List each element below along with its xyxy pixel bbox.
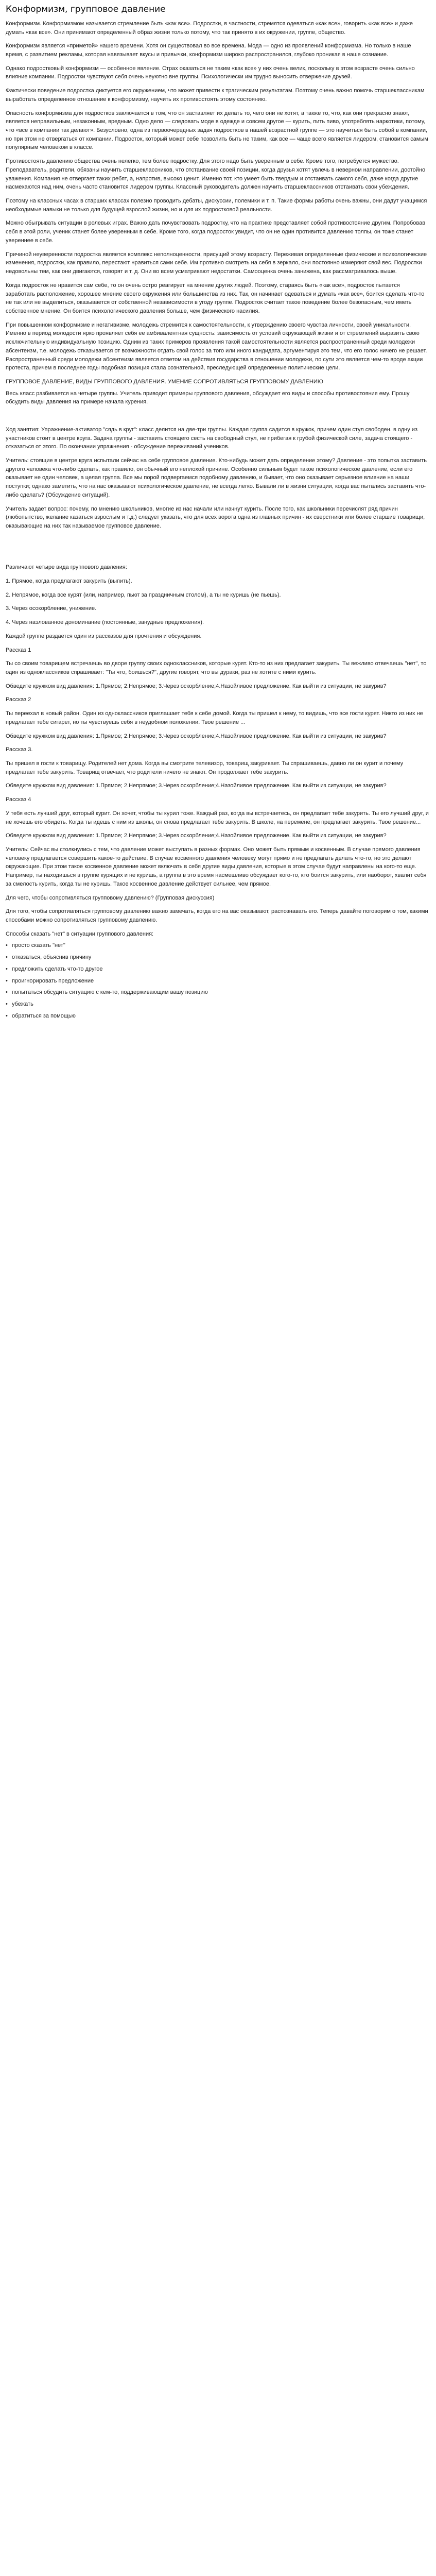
list-item: • убежать: [6, 1000, 430, 1009]
paragraph: Обведите кружком вид давления: 1.Прямое; 2.Непрямое; 3.Через оскорбление;4.Назойливое предложение. Как выйти из ситуации, не закурив?: [6, 833, 387, 839]
list-item: • просто сказать "нет": [6, 941, 430, 950]
paragraph: Ход занятия: Упражнение-активатор "сядь в круг": класс делится на две-три группы. Каждая группа садится в кружок, причем один стул свободен. в одну из участников стоит в центре круга. Задача группы - заставить стоящего сесть на свободный стул, не прибегая к грубой физической силе, задача стоящего - отказаться от этого. По окончании упражнения - обсуждение переживаний учеников.: [6, 426, 418, 450]
paragraph: Для чего, чтобы сопротивляться групповому давлению? (Групповая дискуссия): [6, 894, 215, 901]
paragraph: Ты переехал в новый район. Один из одноклассников приглашает тебя к себе домой. Когда ты пришел к нему, то видишь, что все гости курят. Никто из них не предлагает тебе сигарет, но ты чувствуешь себя в неудобном положении. Твое решение ...: [6, 710, 423, 725]
empty-paragraph: [6, 412, 430, 420]
list-item: • проигнорировать предложение: [6, 977, 430, 986]
paragraph: Ты со своим товарищем встречаешь во дворе группу своих одноклассников, которые курят. Кто-то из них предлагает закурить. Ты вежливо отвечаешь "нет", то один из одноклассников спрашивает: "Ты что, боишься?", другие говорят, что вы дураки, раз не хотите с ними курить.: [6, 660, 427, 675]
paragraph: Весь класс разбивается на четыре группы. Учитель приводит примеры группового давления, обсуждает его виды и способы противостояния ему. Прошу обсудить виды давления на примере начала курения.: [6, 390, 410, 405]
ways-to-say-no-list: [6, 941, 430, 1020]
paragraph: Конформизм является «приметой» нашего времени. Хотя он существовал во все времена. Мода — одно из проявлений конформизма. Но только в наше время, с развитием рекламы, которая навязывает вкусы и привычки, конформизм широко распространился, глубоко проникая в наше сознание.: [6, 43, 411, 58]
bullet-icon: •: [6, 954, 8, 961]
article: [0, 0, 436, 1034]
paragraph: Способы сказать "нет" в ситуации группового давления:: [6, 930, 154, 937]
paragraph: Учитель задает вопрос: почему, по мнению школьников, многие из нас начали или начнут курить. После того, как школьники перечислят ряд причин (любопытство, желание казаться взрослым и т.д.) следует указать, что для всех ворота одна из главных причин - их сверстники или более старшие товарищи, оказывающие на них так называемое групповое давление.: [6, 505, 425, 530]
paragraph: Конформизм. Конформизмом называется стремление быть «как все». Подростки, в частности, стремятся одеваться «как все», говорить «как все» и даже думать «как все». Они принимают определенный образ жизни только потому, что так принято в их окружении, группе, общество.: [6, 20, 413, 36]
bullet-icon: •: [6, 1012, 8, 1019]
story-heading: Рассказ 4: [6, 796, 31, 803]
paragraph: Учитель: Сейчас вы столкнулись с тем, что давление может выступать в разных формах. Оно может быть прямым и косвенным. В случае прямого давления человеку предлагается совершить какое-то действие. В случае косвенного давления человеку могут прямо и не предлагать делать что-то, но это делают окружающие. При этом такое косвенное давление может включать в себя другие виды давления, которые в этом случае будут направлены на кого-то еще. Например, ты находишься в группе курящих и не куришь, а группа в это время насмешливо обсуждает кого-то, кто боится закурить, или наоборот, хвалит себя за смелость курить, когда ты не куришь. Такое косвенное давление действует сильнее, чем прямое.: [6, 846, 427, 887]
paragraph: Обведите кружком вид давления: 1.Прямое; 2.Непрямое; 3.Через оскорбление;4.Назойливое предложение. Как выйти из ситуации, не закурив?: [6, 683, 387, 689]
list-item: • обратиться за помощью: [6, 1012, 430, 1021]
bullet-icon: •: [6, 942, 8, 949]
paragraph: Однако подростковый конформизм — особенное явление. Страх оказаться не таким «как все» у них очень велик, поскольку в этом возрасте очень сильно влияние компании. Подростки чувствуют себя очень неуютно вне группы. Психологически им трудно выносить отвержение друзей.: [6, 65, 415, 80]
paragraph: Поэтому на классных часах в старших классах полезно проводить дебаты, дискуссии, полемики и т. п. Такие формы работы очень важны, они дадут учащимся необходимые навыки не только для будущей взрослой жизни, но и для их подростковой реальности.: [6, 198, 427, 213]
paragraph: 2. Непрямое, когда все курят (или, например, пьют за праздничным столом), а ты не куришь (не пьешь).: [6, 591, 281, 598]
bullet-icon: •: [6, 965, 8, 972]
paragraph: Учитель: стоящие в центре круга испытали сейчас на себе групповое давление. Кто-нибудь может дать определение этому? Давление - это попытка заставить другого человека что-либо сделать, как правило, он обычный его неплохой причине. Особенно сильным будет такое психологическое давление, если его оказывает не один человек, а целая группа. Все мы порой подвергаемся подобному давлению, и бывает, что оно оказывает серьезное влияние на наши поступки; однако заметить, что на нас оказывают психологическое давление, не всегда легко. Бывали ли в жизни ситуации, когда вас пытались заставить что-либо сделать? (Обсуждение ситуаций).: [6, 457, 427, 498]
paragraph: 3. Через осокорбление, унижение.: [6, 605, 97, 612]
bullet-icon: •: [6, 989, 8, 996]
bullet-icon: •: [6, 1001, 8, 1008]
empty-paragraph: [6, 549, 430, 558]
paragraph: Можно обыгрывать ситуации в ролевых играх. Важно дать почувствовать подростку, что на практике представляет собой противостояние другим. Попробовав себя в этой роли, ученик станет более уверенным в себе. Кроме того, когда подросток увидит, что он не один противится давлению толпы, он тоже станет увереннее в себе.: [6, 220, 426, 244]
paragraph: Ты пришел в гости к товарищу. Родителей нет дома. Когда вы смотрите телевизор, товарищ закуривает. Ты спрашиваешь, давно ли он курит и почему предлагает тебе закурить. Товарищ отвечает, что родители ничего не знают. Он продолжает тебе закурить.: [6, 760, 404, 775]
list-item: • попытаться обсудить ситуацию с кем-то, поддерживающим вашу позицию: [6, 988, 430, 997]
paragraph: Опасность конформизма для подростков заключается в том, что он заставляет их делать то, чего они не хотят, а также то, что, как они прекрасно знают, является неправильным, незаконным, вредным. Одно дело — следовать моде в одежде и совсем другое — курить, пить пиво, употреблять наркотики, потому, что «все в компании так делают». Безусловно, одна из первоочередных задач подростков в нашей возрастной группе — это научиться быть собой в компании, но при этом не отвергаться от компании. Подросток, который может себе позволить быть не таким, как все — чаще всего является лидером, становится самым популярным человеком в классе.: [6, 110, 428, 151]
paragraph: Фактически поведение подростка диктуется его окружением, что может привести к трагическим результатам. Поэтому очень важно помочь старшеклассникам выработать определенное отношение к конформизму, научить их противостоять этому состоянию.: [6, 88, 425, 103]
story-heading: Рассказ 3.: [6, 747, 33, 753]
paragraph: Каждой группе раздается один из рассказов для прочтения и обсуждения.: [6, 633, 202, 639]
paragraph: Различают четыре вида группового давления:: [6, 564, 127, 571]
paragraph: Для того, чтобы сопротивляться групповому давлению важно замечать, когда его на вас оказывают, распознавать его. Теперь давайте поговорим о том, какими способами можно сопротивляться групповому давлению.: [6, 908, 428, 924]
story-heading: Рассказ 1: [6, 647, 31, 653]
paragraph: Когда подросток не нравится сам себе, то он очень остро реагирует на мнение других людей. Поэтому, стараясь быть «как все», подросток пытается заработать расположение, хорошее мнение своего окружения или большинства из них. Так, он начинает одеваться и думать «как все», боится сделать что-то не так или не выделиться, оказывается от собственной независимости в угоду группе. Подросток считает такое поведение более безопасным, чем иметь собственное мнение. Он боится психологического давления больше, чем физического насилия.: [6, 282, 425, 314]
list-item: • отказаться, объяснив причину: [6, 953, 430, 962]
paragraph: Обведите кружком вид давления: 1.Прямое; 2.Непрямое; 3.Через оскорбление;4.Назойливое предложение. Как выйти из ситуации, не закурив?: [6, 783, 387, 789]
page-title: Конформизм, групповое давление: [6, 4, 166, 14]
story-heading: Рассказ 2: [6, 697, 31, 703]
paragraph: При повышенном конформизме и негативизме, молодежь стремится к самостоятельности, к утверждению своего чувства личности, своей уникальности. Именно в период молодости ярко проявляет себя ее амбивалентная сущность: зависимость от условий окружающей жизни и от стремлений выразить свою исключительную индивидуальную позицию. Одним из таких примеров проявления такой самостоятельности является распространенный среди молодежи абсентеизм, т.е. молодежь отказывается от возможности отдать свой голос за того или иного кандидата, аргументируя это тем, что его голос ничего не решает. Распространенный среди молодежи абсентеизм является ответом на действия государства в отношении молодежи, по сути это является чем-то вроде акции протеста, причем в последнее годы подобная позиция стала сознательной, преследующей определенные политические цели.: [6, 321, 427, 371]
bullet-icon: •: [6, 977, 8, 984]
paragraph: 4. Через наэлованное дономинание (постоянные, занудные предложения).: [6, 619, 204, 626]
empty-paragraph: [6, 536, 430, 545]
paragraph: Противостоять давлению общества очень нелегко, тем более подростку. Для этого надо быть уверенным в себе. Кроме того, потребуется мужество. Преподаватель, родители, обязаны научить старшеклассников, что отстаивание своей позиции, когда друзья хотят увлечь в неверном направлении, достойно уважения. Компания не отвергает таких ребят, а, напротив, высоко ценит. Именно тот, кто умеет быть твердым и отстаивать самого себя, даже когда другие насмехаются над ним, очень часто становится лидером группы. Классный руководитель должен научить старшеклассников отстаивать свои убеждения.: [6, 158, 426, 191]
paragraph: 1. Прямое, когда предлагают закурить (выпить).: [6, 578, 132, 584]
section-heading: ГРУППОВОЕ ДАВЛЕНИЕ, ВИДЫ ГРУППОВОГО ДАВЛЕНИЯ. УМЕНИЕ СОПРОТИВЛЯТЬСЯ ГРУППОВОМУ ДАВЛЕНИЮ: [6, 378, 323, 385]
paragraph: Причиной неуверенности подростка является комплекс неполноценности, присущий этому возрасту. Переживая определенные физические и психологические изменения, подростки, как правило, перестают нравиться сами себе. Им противно смотреть на себя в зеркало, они постоянно измеряют свой вес. Подростки недовольны тем, как они двигаются, говорят и т. д. Они во всем усматривают недостатки. Самооценка очень занижена, как рассматривалось выше.: [6, 251, 427, 275]
list-item: • предложить сделать что-то другое: [6, 965, 430, 974]
paragraph: Обведите кружком вид давления: 1.Прямое; 2.Непрямое; 3.Через оскорбление;4.Назойливое предложение. Как выйти из ситуации, не закурив?: [6, 733, 387, 739]
paragraph: У тебя есть лучший друг, который курит. Он хочет, чтобы ты курил тоже. Каждый раз, когда вы встречаетесь, он предлагает тебе закурить. Ты его лучший друг, и не хочешь его обидеть. Когда ты идешь с ним из школы, он снова предлагает тебе закурить. В школе, на перемене, он предлагает закурить. Твое решение...: [6, 810, 429, 825]
